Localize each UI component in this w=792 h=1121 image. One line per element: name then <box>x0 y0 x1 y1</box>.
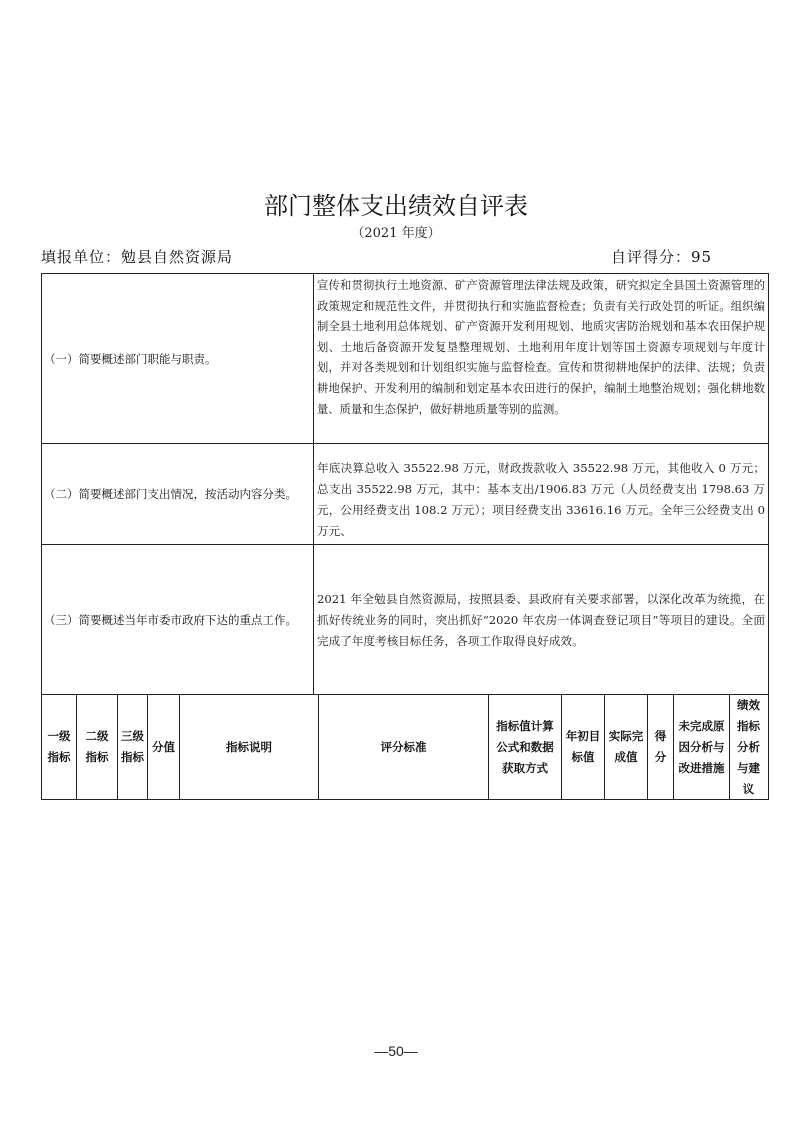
section-label: （三）简要概述当年市委市政府下达的重点工作。 <box>42 545 314 694</box>
col-header-target: 年初目标值 <box>562 695 605 799</box>
section-label: （一）简要概述部门职能与职责。 <box>42 274 314 443</box>
col-header-level2: 二级指标 <box>77 695 118 799</box>
col-header-reasons: 未完成原因分析与改进措施 <box>674 695 730 799</box>
col-header-description: 指标说明 <box>180 695 319 799</box>
col-header-analysis: 绩效指标分析与建议 <box>737 697 760 796</box>
section-expenditure <box>41 443 769 544</box>
year-subtitle: （2021 年度） <box>351 226 441 241</box>
self-evaluation-score: 自评得分：95 <box>611 248 713 266</box>
col-header-criteria: 评分标准 <box>319 695 489 799</box>
col-header-level1: 一级指标 <box>42 695 77 799</box>
col-header-formula: 指标值计算公式和数据获取方式 <box>489 695 562 799</box>
section-key-work <box>41 544 769 694</box>
reporting-unit: 填报单位：勉县自然资源局 <box>41 248 234 266</box>
section-content-wrap <box>314 545 768 694</box>
col-header-score: 得分 <box>648 695 674 799</box>
indicator-table-header <box>41 694 769 800</box>
section-content: 宣传和贯彻执行土地资源、矿产资源管理法律法规及政策，研究拟定全县国土资源管理的政策规定和规范性文件，并贯彻执行和实施监督检查；负责有关行政处罚的听证。组织编制全县土地利用总体规划、矿产资源开发利用规划、地质灾害防治规划和基本农田保护规划、土地后备资源开发复垦整理规划、土地利用年度计划等国土资源专项规划与年度计划，并对各类规划和计划组织实施与监督检查。宣传和贯彻耕地保护的法律、法规；负责耕地保护、开发利用的编制和划定基本农田进行的保护，编制土地整治规划；强化耕地数量、质量和生态保护，做好耕地质量等别的监测。 <box>317 279 765 416</box>
col-header-level3: 三级指标 <box>118 695 148 799</box>
section-label: （二）简要概述部门支出情况，按活动内容分类。 <box>42 444 314 544</box>
col-header-actual: 实际完成值 <box>605 695 648 799</box>
section-content: 2021 年全勉县自然资源局，按照县委、县政府有关要求部署，以深化改革为统揽，在抓好传统业务的同时，突出抓好“2020 年农房一体调查登记项目”等项目的建设。全面完成了年度考核目标任务，各项工作取得良好成效。 <box>317 592 765 648</box>
section-content: 年底决算总收入 35522.98 万元，财政拨款收入 35522.98 万元，其他收入 0 万元；总支出 35522.98 万元，其中：基本支出/1906.83 万元（人员经费支出 1798.63 万元，公用经费支出 108.2 万元）；项目经费支出 33616.16 万元。全年三公经费支出 0 万元、 <box>317 461 765 538</box>
col-header-score-value: 分值 <box>148 695 180 799</box>
section-functions <box>41 273 769 443</box>
page-number: —50— <box>374 1043 418 1059</box>
page-title: 部门整体支出绩效自评表 <box>264 192 528 220</box>
